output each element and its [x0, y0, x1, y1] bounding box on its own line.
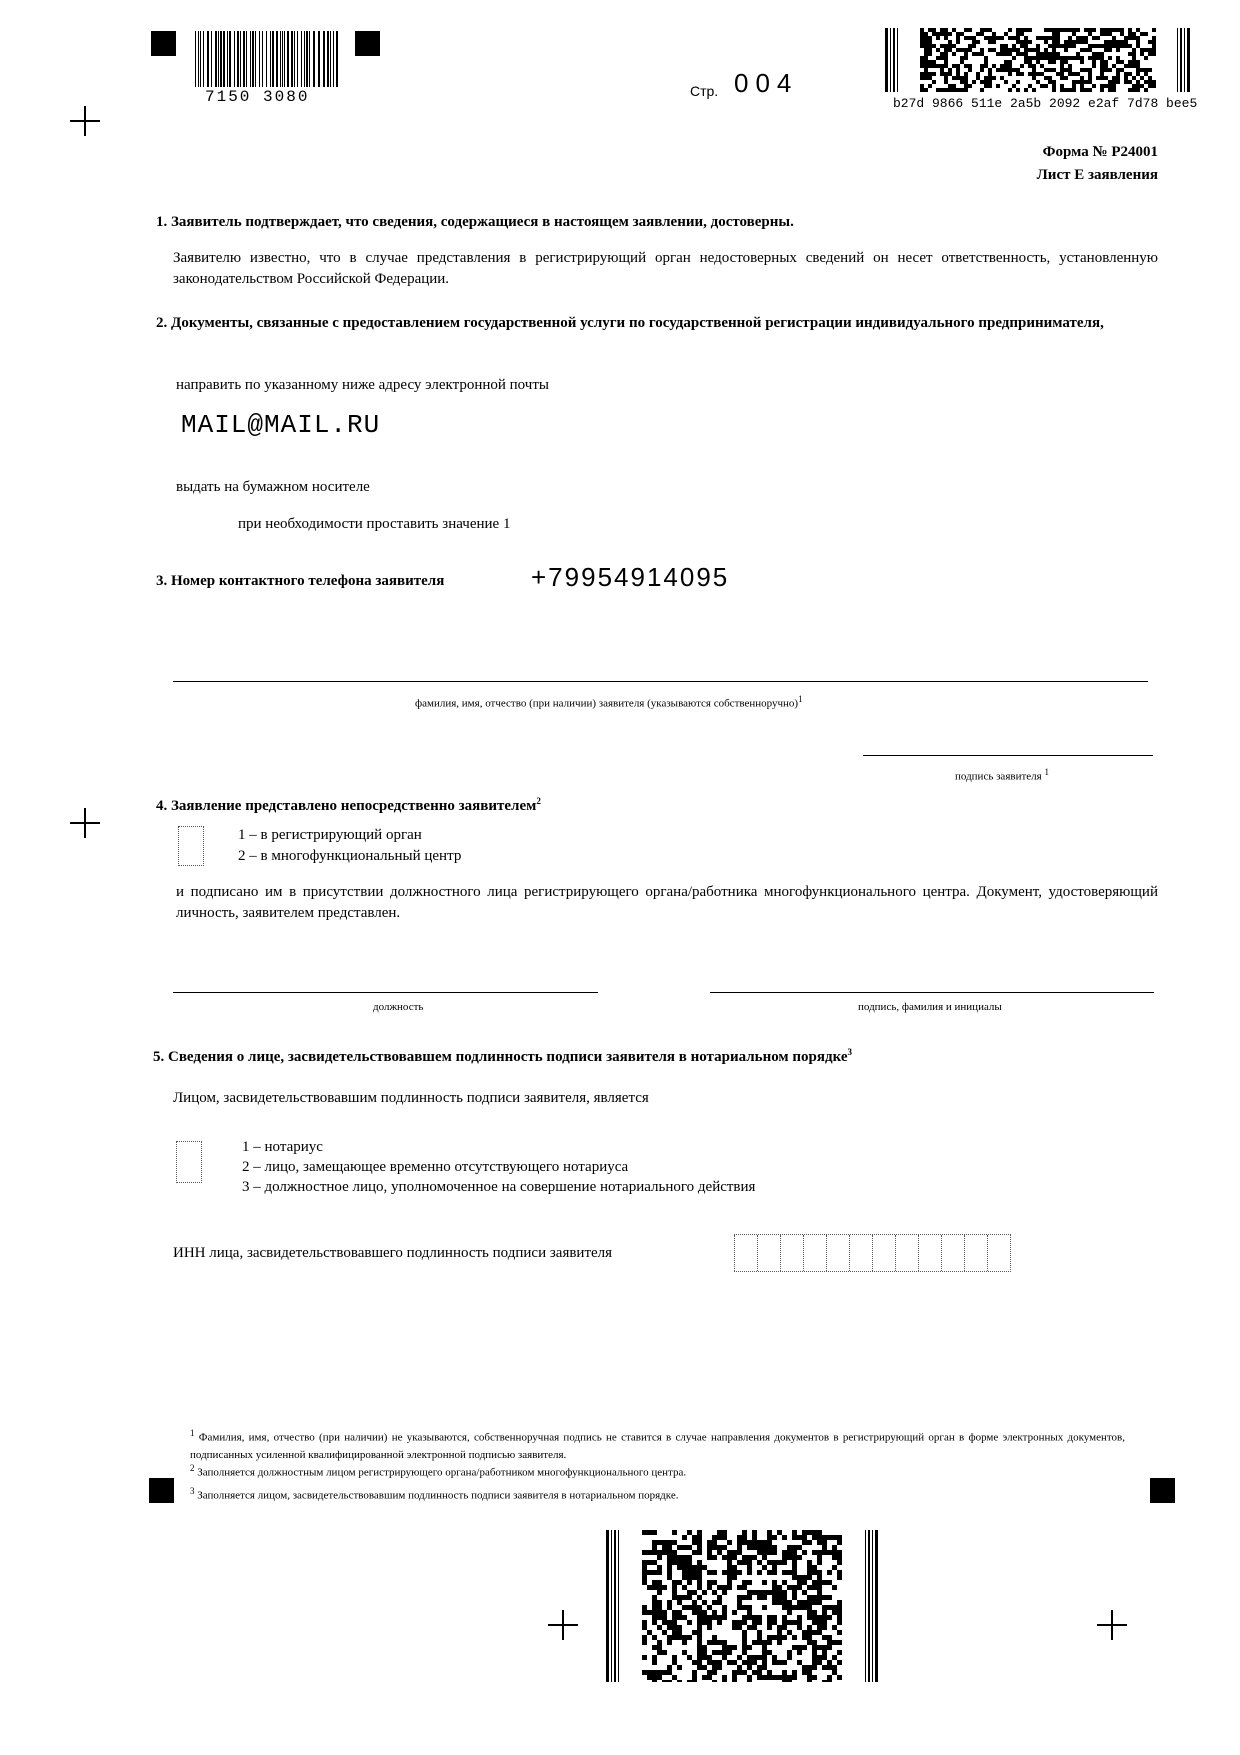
crosshair-mark: [1097, 1610, 1127, 1640]
sheet-title: Лист Е заявления: [1036, 167, 1158, 183]
section1-text: Заявителю известно, что в случае представления в регистрирующий орган недостоверных сведений он несет ответственность, установленную законодательством Российской Федерации.: [173, 250, 1158, 287]
footnote-2: $^2$ Заполняется должностным лицом регистрирующего органа/работником многофункционального центра.: [190, 1463, 687, 1479]
inn-cell[interactable]: [987, 1235, 1010, 1271]
option: 3 – должностное лицо, уполномоченное на совершение нотариального действия: [242, 1179, 756, 1195]
inn-cell[interactable]: [918, 1235, 941, 1271]
registration-mark: [355, 31, 380, 56]
paper-hint: при необходимости проставить значение 1: [238, 516, 511, 532]
inn-cell[interactable]: [780, 1235, 803, 1271]
inn-cell[interactable]: [826, 1235, 849, 1271]
inn-cell[interactable]: [872, 1235, 895, 1271]
barcode-bottom: [606, 1530, 878, 1682]
section2-title: 2. Документы, связанные с предоставлением государственной услуги по государственной регистрации индивидуального предпринимателя,: [156, 315, 1104, 331]
crosshair-mark: [70, 808, 100, 838]
officer-signature-caption: подпись, фамилия и инициалы: [858, 1001, 1002, 1013]
registration-mark: [149, 1478, 174, 1503]
section1-title: 1. Заявитель подтверждает, что сведения, содержащиеся в настоящем заявлении, достоверны.: [156, 214, 794, 230]
submission-checkbox[interactable]: [178, 826, 204, 866]
position-line[interactable]: [173, 992, 598, 993]
registration-mark: [151, 31, 176, 56]
page-number: 004: [734, 68, 799, 98]
barcode-left-number: 7150 3080: [205, 88, 310, 106]
signature-caption: подпись заявителя $^1$: [955, 767, 1049, 783]
footnote-1: $^1$ Фамилия, имя, отчество (при наличии) не указываются, собственноручная подпись не ставится в случае направления документов в регистрирующий орган в форме электронных документов, подписанных усиленной квалифицированной электронной подписью заявителя.: [190, 1428, 1125, 1461]
option: 2 – лицо, замещающее временно отсутствующего нотариуса: [242, 1159, 629, 1175]
option: 1 – нотариус: [242, 1139, 323, 1155]
paper-label: выдать на бумажном носителе: [176, 479, 370, 495]
crosshair-mark: [548, 1610, 578, 1640]
notary-type-checkbox[interactable]: [176, 1141, 202, 1183]
email-label: направить по указанному ниже адресу электронной почты: [176, 377, 549, 393]
person-label: Лицом, засвидетельствовавшим подлинность подписи заявителя, является: [173, 1090, 649, 1106]
inn-cell[interactable]: [849, 1235, 872, 1271]
position-caption: должность: [373, 1001, 424, 1013]
inn-cell[interactable]: [757, 1235, 780, 1271]
name-line[interactable]: [173, 681, 1148, 682]
email-field[interactable]: MAIL@MAIL.RU: [181, 410, 381, 440]
officer-signature-line[interactable]: [710, 992, 1154, 993]
registration-mark: [1150, 1478, 1175, 1503]
section3-title: 3. Номер контактного телефона заявителя: [156, 573, 445, 589]
signature-line[interactable]: [863, 755, 1153, 756]
barcode-left: [195, 31, 340, 87]
section4-title: 4. Заявление представлено непосредственно заявителем$^2$: [156, 796, 541, 814]
section4-text: и подписано им в присутствии должностного лица регистрирующего органа/работника многофункционального центра. Документ, удостоверяющий личность, заявителем представлен.: [176, 884, 1158, 921]
crosshair-mark: [70, 106, 100, 136]
phone-field[interactable]: +79954914095: [531, 562, 730, 592]
page-label: Стр.: [690, 83, 719, 99]
barcode-right-code: b27d 9866 511e 2a5b 2092 e2af 7d78 bee5: [893, 96, 1198, 111]
name-caption: фамилия, имя, отчество (при наличии) заявителя (указываются собственноручно)$^1$: [415, 694, 803, 710]
section5-title: 5. Сведения о лице, засвидетельствовавшем подлинность подписи заявителя в нотариальном порядке$^3$: [153, 1047, 853, 1065]
inn-cell[interactable]: [803, 1235, 826, 1271]
footnote-3: $^3$ Заполняется лицом, засвидетельствовавшим подлинность подписи заявителя в нотариальном порядке.: [190, 1486, 679, 1502]
option: 2 – в многофункциональный центр: [238, 848, 462, 864]
inn-cell[interactable]: [964, 1235, 987, 1271]
option: 1 – в регистрирующий орган: [238, 827, 422, 843]
form-number: Форма № Р24001: [1042, 144, 1158, 160]
inn-cell[interactable]: [895, 1235, 918, 1271]
inn-cell[interactable]: [941, 1235, 964, 1271]
inn-cell[interactable]: [734, 1235, 757, 1271]
barcode-right: [885, 28, 1190, 92]
inn-field[interactable]: [734, 1234, 1011, 1272]
inn-label: ИНН лица, засвидетельствовавшего подлинность подписи заявителя: [173, 1245, 613, 1261]
